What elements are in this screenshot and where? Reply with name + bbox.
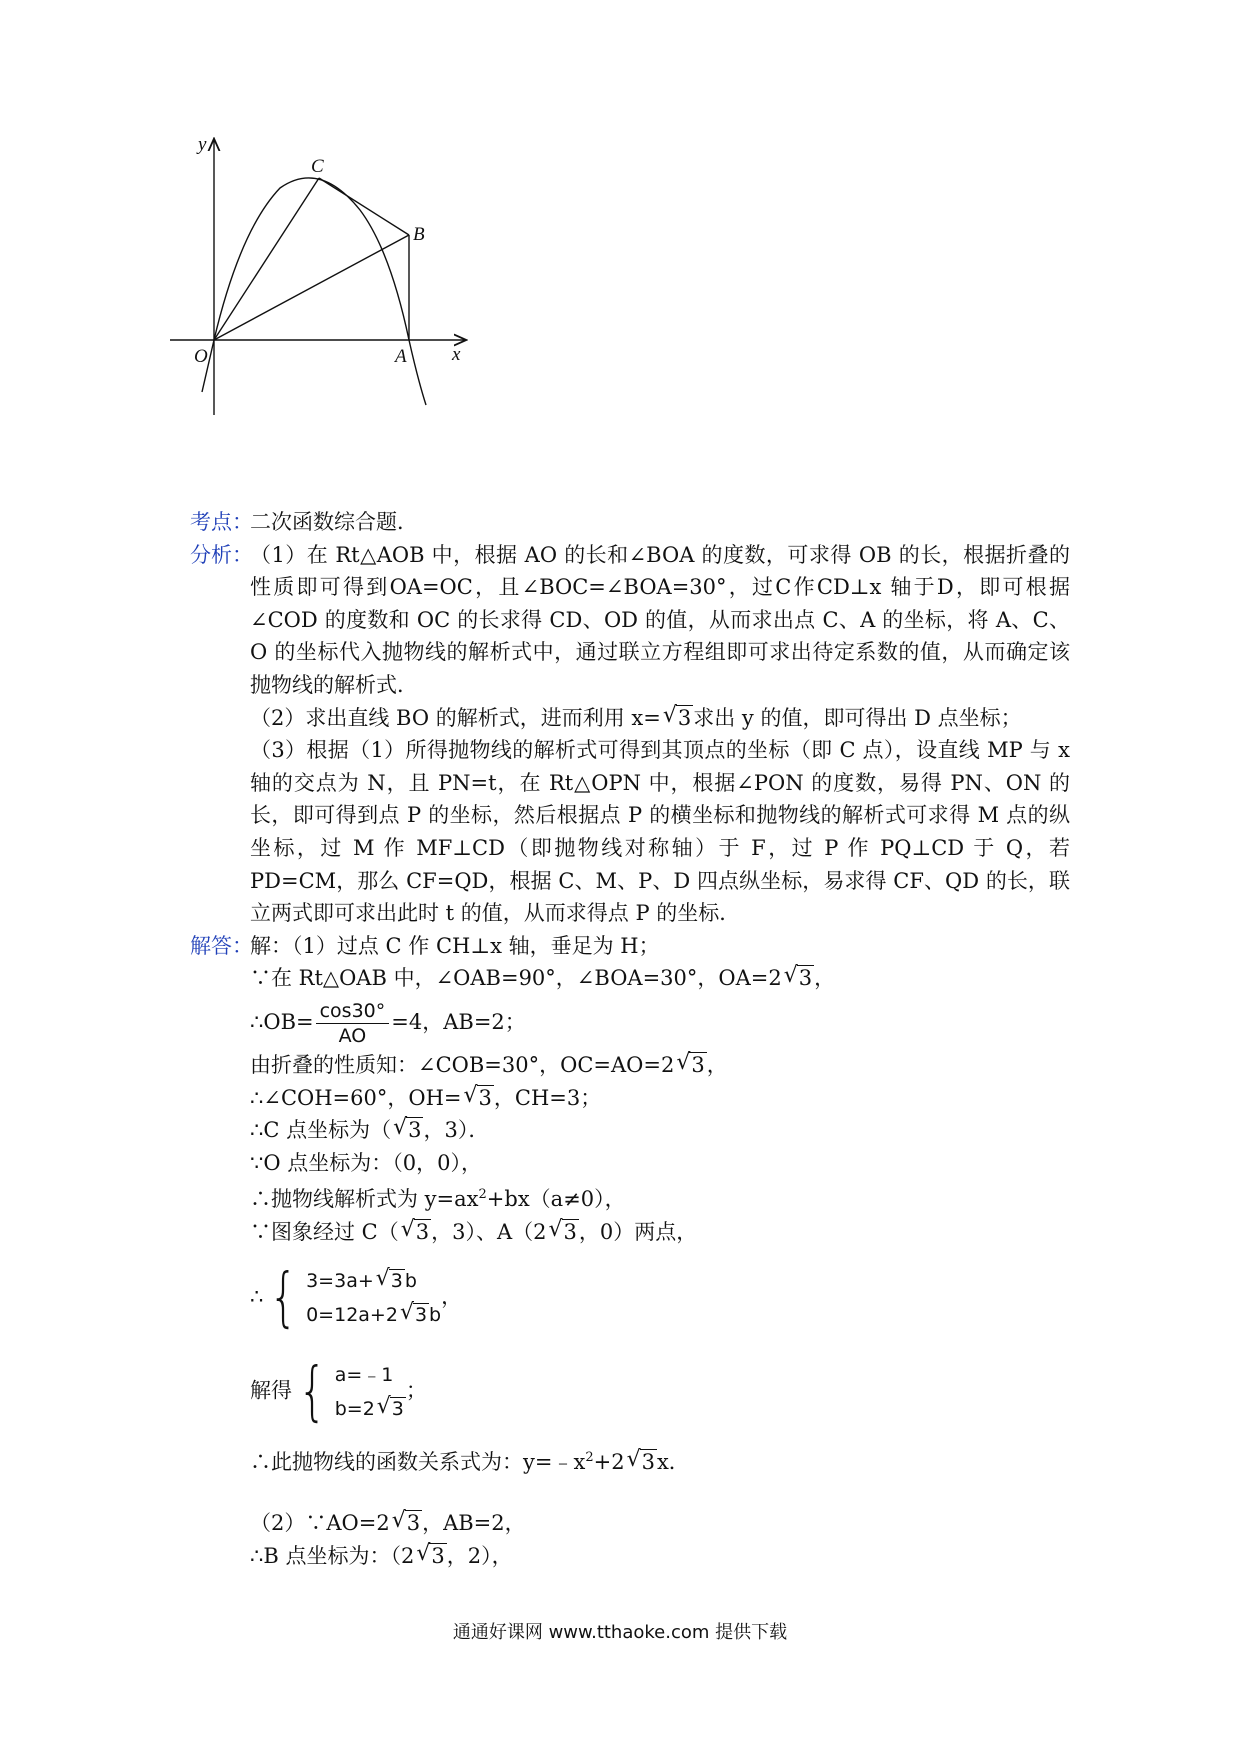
jieda-section	[190, 930, 1070, 1573]
label-x: x	[452, 344, 461, 365]
fenxi-tag: 分析：	[190, 542, 253, 567]
segment-ob	[214, 235, 409, 340]
fenxi-paragraph-3: （3）根据（1）所得抛物线的解析式可得到其顶点的坐标（即 C 点），设直线 MP 与 x 轴的交点为 N，且 PN=t，在 Rt△OPN 中，根据∠PON 的度数，易得 PN、ON 的长，即可得到点 P 的坐标，然后根据点 P 的横坐标和抛物线的解析式可求得 M 点的纵坐标，过 M 作 MF⊥CD（即抛物线对称轴）于 F，过 P 作 PQ⊥CD 于 Q，若 PD=CM，那么 CF=QD，根据 C、M、P、D 四点纵坐标，易求得 CF、QD 的长，联立两式即可求出此时 t 的值，从而求得点 P 的坐标．	[250, 738, 1070, 926]
jieda-line-6: ∴C 点坐标为（√ 3，3）．	[250, 1114, 1070, 1147]
coordinate-diagram	[180, 134, 540, 470]
jieda-line-12: ∴B 点坐标为：（2√ 3，2），	[250, 1540, 1070, 1573]
jieda-line-11: （2）∵AO=2√ 3，AB=2，	[250, 1507, 1070, 1540]
label-b: B	[413, 224, 425, 245]
jieda-line-8: ∴抛物线解析式为 $y=ax^2+bx(a\ne 0)$，	[250, 1187, 626, 1212]
jieda-line-1: 解：（1）过点 C 作 CH⊥x 轴，垂足为 H；	[250, 933, 660, 958]
kaodian-text: 二次函数综合题．	[250, 510, 418, 534]
jieda-tag: 解答：	[190, 933, 253, 958]
jieda-body	[250, 930, 1070, 1573]
jieda-line-4: 由折叠的性质知：∠COB=30°，OC=AO=2√ 3，	[250, 1049, 1070, 1082]
equation-system-1: ∴ { 3=3a+√ 3 b 0=12a+2√ 3 b ，	[250, 1258, 1070, 1338]
jieda-line-3: ∴OB= $\frac{\cos 30^\circ}{AO}$ =4，AB=2；	[250, 999, 526, 1047]
kaodian-section	[190, 506, 1070, 539]
jieda-line-10: ∴此抛物线的函数关系式为：$y=﹣x^2+2√$ 3x．	[250, 1442, 1070, 1479]
label-y: y	[198, 134, 207, 155]
parabola-figure	[180, 134, 540, 470]
system-2-eq-1: a=﹣1	[334, 1364, 394, 1387]
kaodian-tag: 考点：	[190, 510, 253, 534]
label-a: A	[395, 346, 407, 367]
system-2-eq-2: b=2√ 3	[335, 1392, 406, 1426]
segment-cb	[319, 178, 409, 235]
parabola-curve	[202, 178, 426, 405]
fenxi-paragraph-1: （1）在 Rt△AOB 中，根据 AO 的长和∠BOA 的度数，可求得 OB 的长，根据折叠的性质即可得到OA=OC，且∠BOC=∠BOA=30°，过C作CD⊥x 轴于D，即可根据∠COD 的度数和 OC 的长求得 CD、OD 的值，从而求出点 C、A 的坐标，将 A、C、O 的坐标代入抛物线的解析式中，通过联立方程组即可求出待定系数的值，从而确定该抛物线的解析式．	[250, 542, 1070, 697]
solution-text	[190, 506, 1070, 1572]
system-1-eq-2: 0=12a+2√ 3 b	[306, 1298, 441, 1332]
fenxi-paragraph-2: （2）求出直线 BO 的解析式，进而利用 x=√ 3求出 y 的值，即可得出 D 点坐标；	[250, 702, 1070, 735]
label-c: C	[311, 156, 324, 177]
segment-oc	[214, 178, 319, 340]
system-1-eq-1: 3=3a+√ 3 b	[306, 1264, 441, 1298]
equation-system-2: 解得 { a=﹣1 b=2√ 3 ；	[250, 1352, 1070, 1432]
page-footer: 通通好课网 www.tthaoke.com 提供下载	[452, 1622, 788, 1643]
fenxi-section	[190, 539, 1070, 930]
fenxi-body	[250, 539, 1070, 930]
jieda-line-9: ∵图象经过 C（√ 3，3）、A（2√ 3，0）两点，	[250, 1216, 1070, 1249]
jieda-line-5: ∴∠COH=60°，OH=√ 3，CH=3；	[250, 1082, 1070, 1115]
ob-fraction: $\frac{\cos 30^\circ}{AO}$	[316, 999, 390, 1048]
jieda-line-7: ∵O 点坐标为：（0，0），	[250, 1150, 482, 1175]
label-origin: O	[194, 346, 208, 367]
jieda-line-2: ∵在 Rt△OAB 中，∠OAB=90°，∠BOA=30°，OA=2√ 3，	[250, 962, 1070, 995]
